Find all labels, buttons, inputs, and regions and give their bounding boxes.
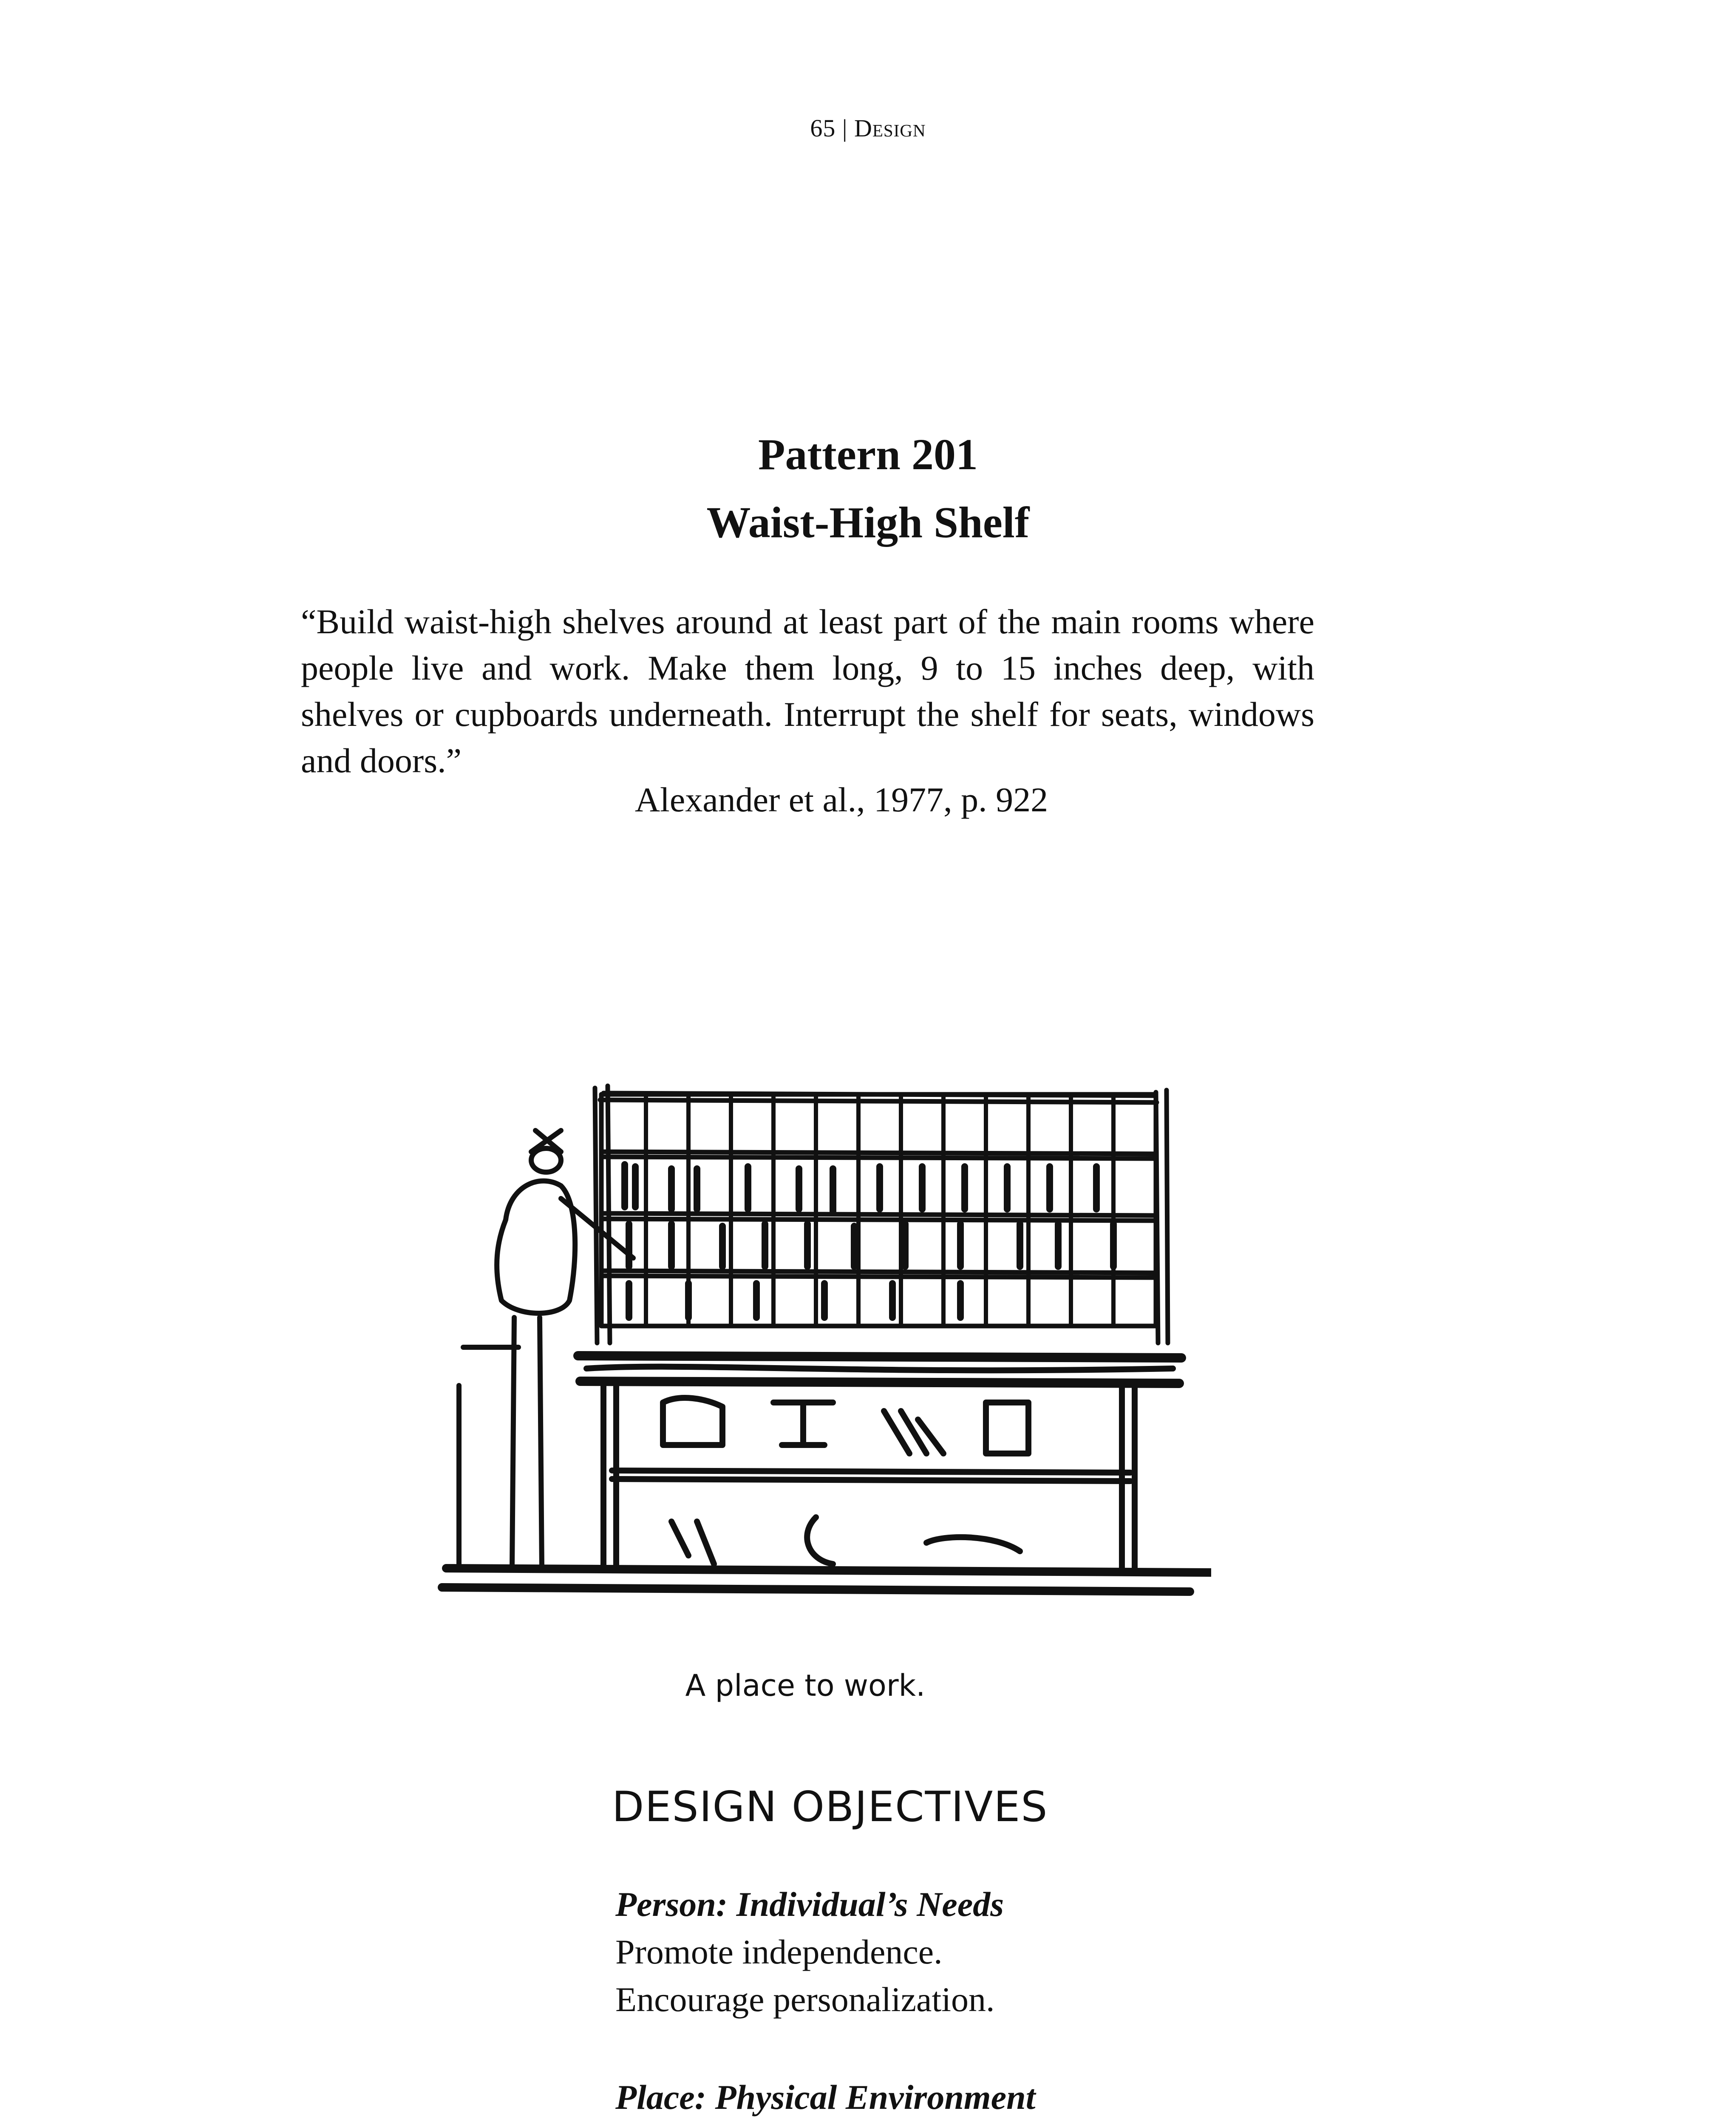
quote-line: “Build waist-high shelves around at least part of the main rooms where — [301, 602, 1314, 641]
design-objectives-heading: DESIGN OBJECTIVES — [612, 1783, 1048, 1831]
shelf-sketch-illustration — [433, 1046, 1211, 1632]
objective-item: Encourage personalization. — [615, 1980, 995, 2019]
pattern-title-block — [0, 421, 1736, 557]
quote-line: shelves or cupboards underneath. Interrupt the shelf for seats, windows — [301, 695, 1314, 734]
cupboard-below — [603, 1386, 1135, 1568]
objective-item: Promote independence. — [615, 1932, 943, 1971]
floor-line — [442, 1568, 1211, 1592]
design-objectives-list — [615, 1881, 1465, 2125]
waist-high-counter — [578, 1356, 1181, 1383]
objective-item — [615, 2121, 1465, 2125]
running-header — [0, 114, 1736, 142]
page-number: 65 — [810, 114, 836, 142]
shelf-objects — [625, 1164, 1113, 1318]
pattern-name: Waist-High Shelf — [706, 498, 1030, 547]
upper-shelves — [595, 1086, 1168, 1343]
pattern-number: Pattern 201 — [758, 430, 978, 479]
objective-group-person — [615, 1881, 1465, 2023]
header-separator: | — [842, 114, 848, 142]
quote-line: and doors.” — [301, 741, 462, 780]
objective-group-place — [615, 2074, 1465, 2125]
quote-line: people live and work. Make them long, 9 to 15 inches deep, with — [301, 649, 1314, 687]
figure-caption: A place to work. — [685, 1668, 926, 1703]
objective-group-title: Place: Physical Environment — [615, 2078, 1036, 2116]
objective-group-title: Person: Individual’s Needs — [615, 1885, 1004, 1924]
pattern-quote — [301, 598, 1314, 784]
header-section: Design — [854, 114, 926, 142]
quote-citation: Alexander et al., 1977, p. 922 — [634, 780, 1048, 819]
